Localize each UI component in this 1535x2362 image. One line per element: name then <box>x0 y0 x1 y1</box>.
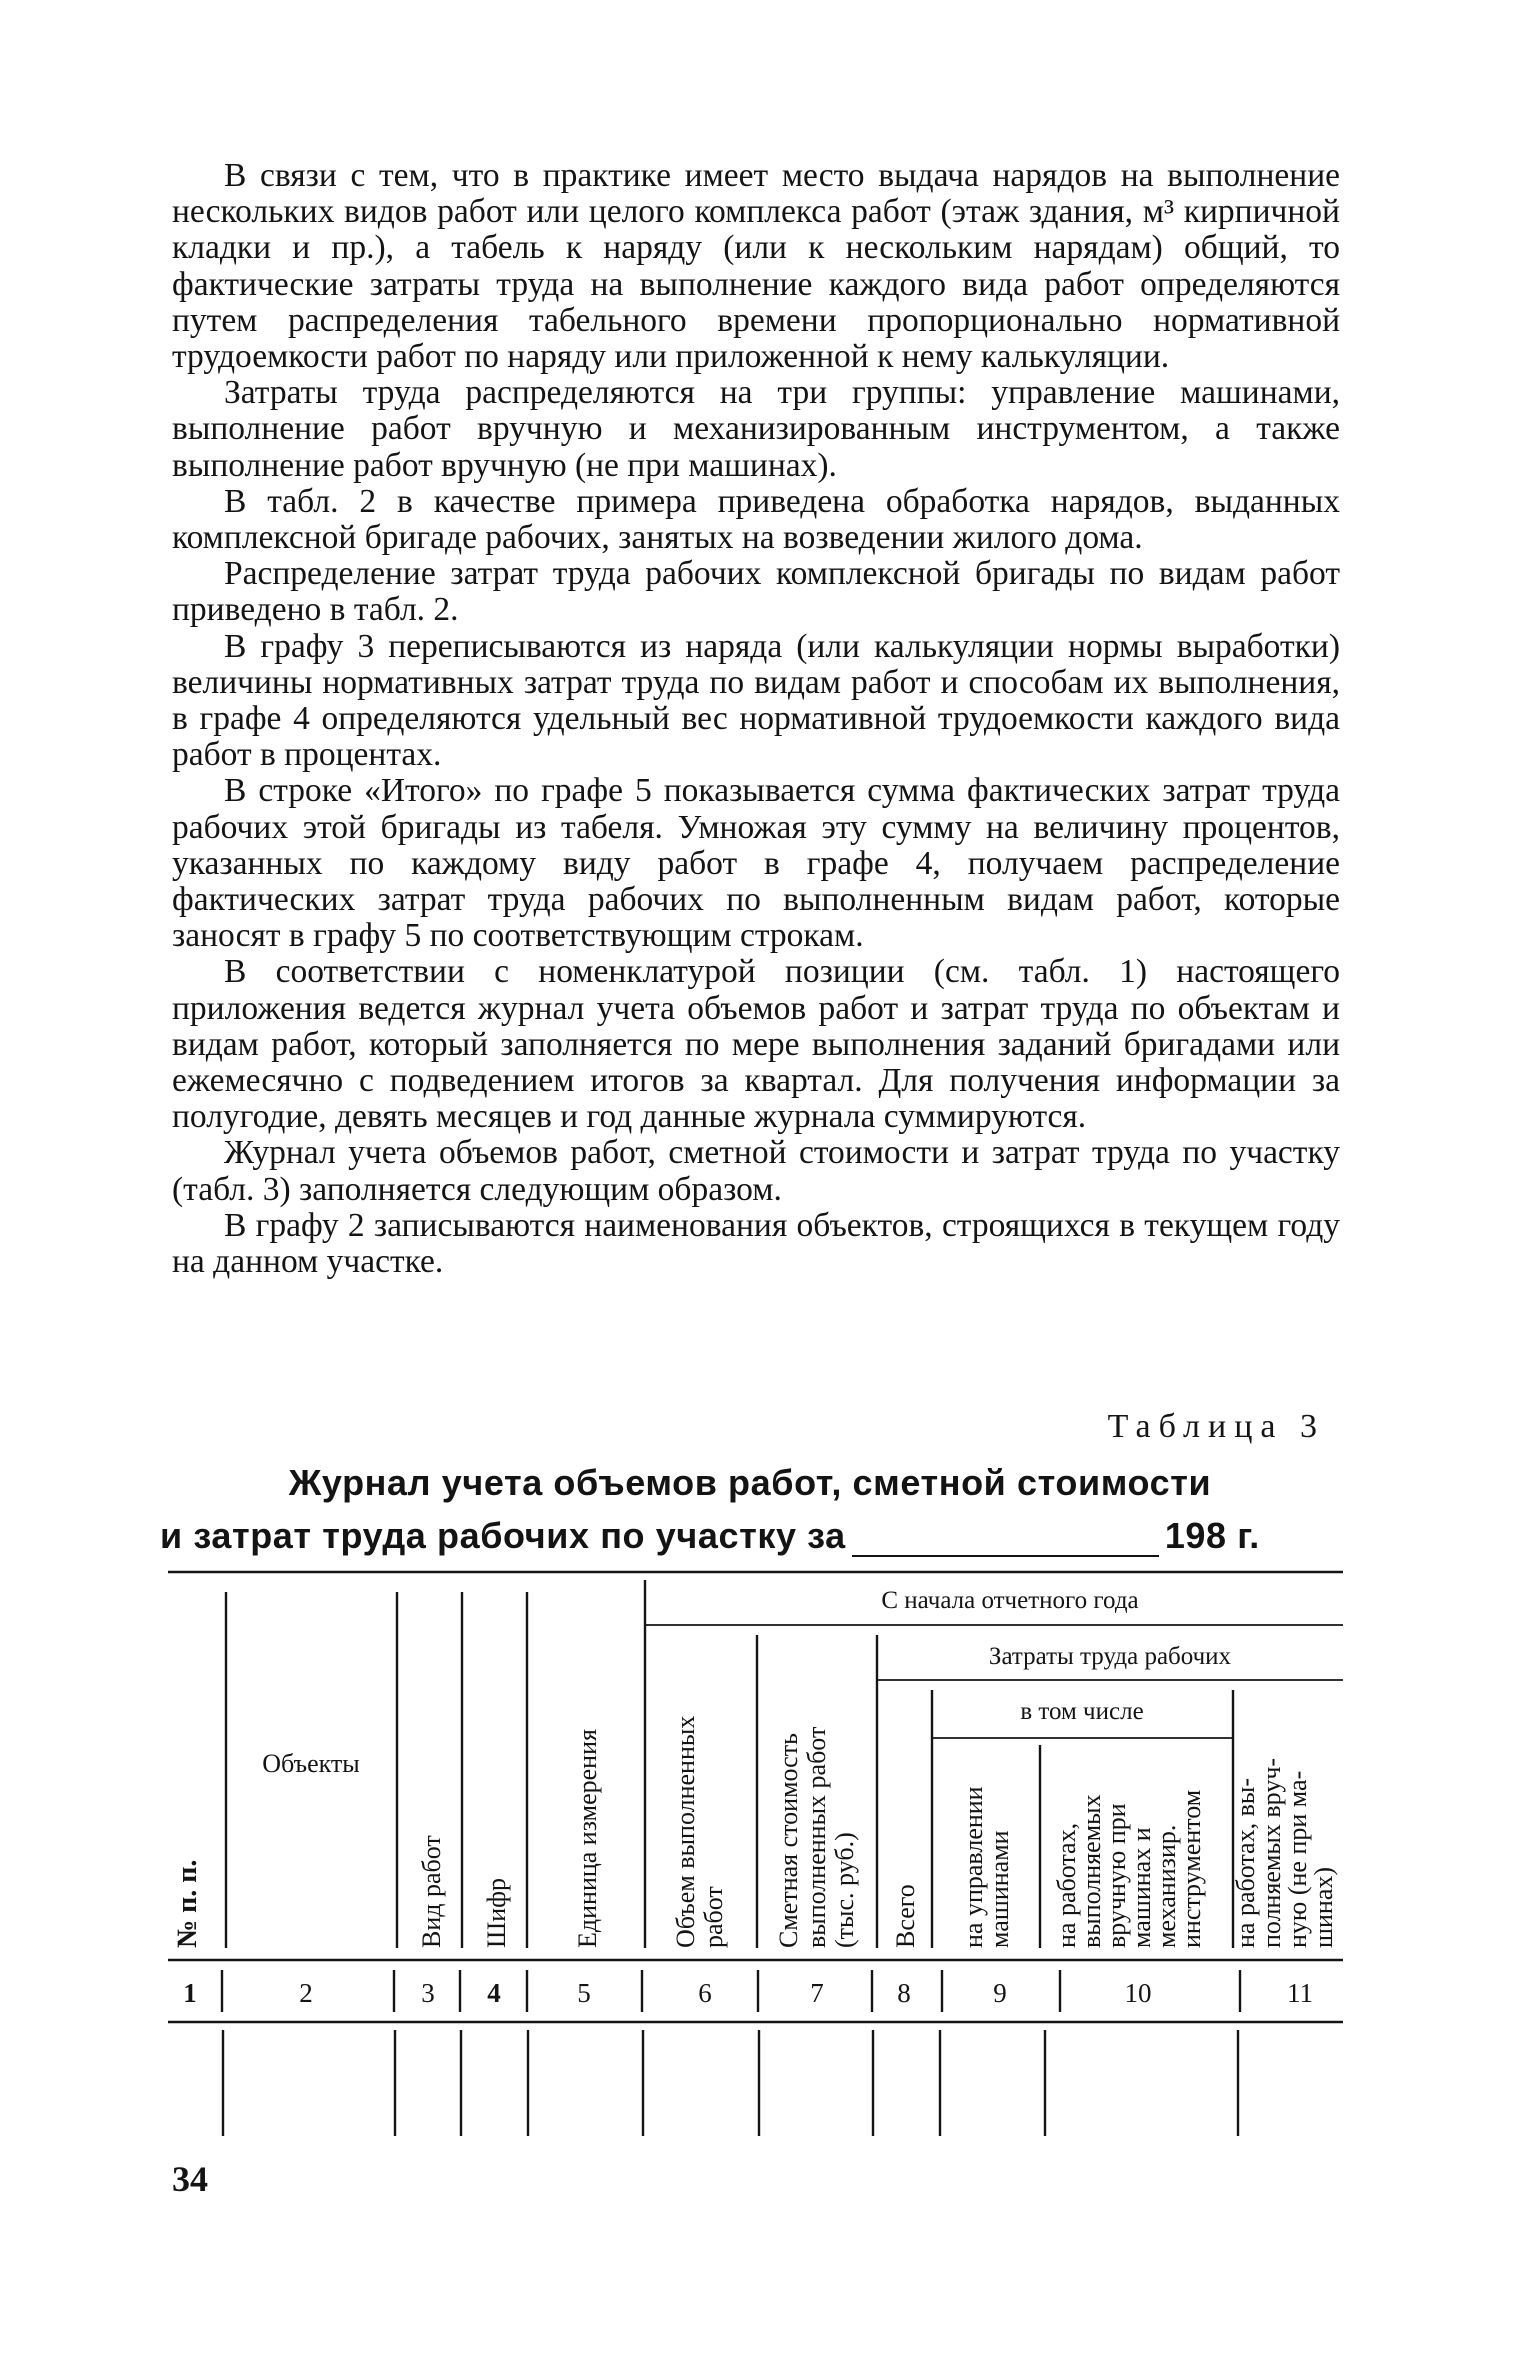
svg-text:машинами: машинами <box>985 1830 1014 1948</box>
col-num-5: 5 <box>577 1978 591 2008</box>
paragraph-4: Распределение затрат труда рабочих комплексной бригады по видам работ приведено в табл. 2. <box>172 555 1340 629</box>
svg-text:машинах и: машинах и <box>1127 1827 1156 1948</box>
svg-text:выполненных работ: выполненных работ <box>802 1726 831 1948</box>
header-col-9 <box>959 1786 1014 1948</box>
table-label: Таблица 3 <box>1107 1408 1325 1445</box>
col-num-2: 2 <box>299 1978 313 2008</box>
page-number: 34 <box>172 2159 208 2199</box>
col-num-3: 3 <box>421 1978 435 2008</box>
group-header-text: С начала отчетного года <box>881 1587 1139 1614</box>
col-num-10: 10 <box>1124 1978 1152 2008</box>
svg-text:на управлении: на управлении <box>959 1786 988 1948</box>
table-title-line-1: Журнал учета объемов работ, сметной стоимости <box>288 1462 1212 1503</box>
svg-text:шинах): шинах) <box>1309 1866 1338 1948</box>
paragraph-1: В связи с тем, что в практике имеет место выдача нарядов на выполнение нескольких видов работ или целого комплекса работ (этаж здания, м³ кирпичной кладки и пр.), а табель к наряду (или к нескольким нарядам) общий, то фактические затраты труда на выполнение каждого вида работ определяются путем распределения табельного времени пропорционально нормативной трудоемкости работ по наряду или приложенной к нему калькуляции. <box>172 157 1340 376</box>
svg-text:Шифр: Шифр <box>482 1878 511 1948</box>
svg-text:№ п. п.: № п. п. <box>172 1859 203 1948</box>
svg-text:работ: работ <box>699 1886 728 1948</box>
paragraph-9: В графу 2 записываются наименования объектов, строящихся в текущем году на данном участке. <box>172 1206 1340 1281</box>
header-col-1 <box>172 1860 203 1948</box>
svg-text:инструментом: инструментом <box>1177 1789 1206 1948</box>
header-col-6 <box>671 1716 728 1948</box>
col-num-1: 1 <box>183 1978 197 2008</box>
subgroup-header-text: в том числе <box>1020 1698 1144 1725</box>
header-col-8 <box>891 1884 920 1948</box>
col-num-6: 6 <box>698 1978 712 2008</box>
svg-text:(тыс. руб.): (тыс. руб.) <box>830 1832 859 1948</box>
svg-text:на работах, вы-: на работах, вы- <box>1231 1777 1260 1948</box>
col-num-7: 7 <box>810 1978 824 2008</box>
header-col-11 <box>1231 1758 1338 1948</box>
svg-text:Объем выполненных: Объем выполненных <box>671 1715 700 1948</box>
svg-text:ную (не при ма-: ную (не при ма- <box>1283 1770 1312 1948</box>
svg-text:Сметная стоимость: Сметная стоимость <box>774 1733 803 1948</box>
svg-text:полняемых вруч-: полняемых вруч- <box>1257 1757 1286 1948</box>
labor-header-text: Затраты труда рабочих <box>988 1643 1232 1670</box>
paragraph-7: В соответствии с номенклатурой позиции (см. табл. 1) настоящего приложения ведется журнал учета объемов работ и затрат труда по объектам и видам работ, который заполняется по мере выполнения заданий бригадами или ежемесячно с подведением итогов за квартал. Для получения информации за полугодие, девять месяцев и год данные журнала суммируются. <box>172 953 1340 1136</box>
table-title-prefix: и затрат труда рабочих по участку за <box>160 1515 846 1556</box>
paragraph-8: Журнал учета объемов работ, сметной стоимости и затрат труда по участку (табл. 3) заполняется следующим образом. <box>172 1134 1340 1208</box>
header-col-7 <box>774 1727 859 1948</box>
paragraph-3: В табл. 2 в качестве примера приведена обработка нарядов, выданных комплексной бригаде рабочих, занятых на возведении жилого дома. <box>172 482 1340 557</box>
objects-header-text: Объекты <box>262 1749 360 1778</box>
svg-text:механизир.: механизир. <box>1152 1824 1181 1948</box>
svg-text:на работах,: на работах, <box>1052 1822 1081 1948</box>
svg-text:выполняемых: выполняемых <box>1077 1794 1106 1948</box>
paragraph-5: В графу 3 переписываются из наряда (или калькуляции нормы выработки) величины нормативных затрат труда по видам работ и способам их выполнения, в графе 4 определяются удельный вес нормативной трудоемкости каждого вида работ в процентах. <box>172 627 1340 774</box>
svg-text:Вид работ: Вид работ <box>417 1835 446 1948</box>
header-col-4 <box>482 1878 511 1948</box>
col-num-11: 11 <box>1287 1978 1313 2008</box>
header-col-10 <box>1052 1790 1206 1948</box>
svg-text:Единица измерения: Единица измерения <box>573 1729 602 1948</box>
table-title-suffix: 198 г. <box>1164 1515 1260 1556</box>
header-col-3 <box>417 1835 446 1948</box>
col-num-9: 9 <box>993 1978 1007 2008</box>
column-number-row <box>183 1970 1313 2012</box>
svg-text:вручную при: вручную при <box>1102 1803 1131 1948</box>
col-num-4: 4 <box>487 1978 501 2008</box>
empty-body-row <box>223 2030 1238 2136</box>
svg-text:Всего: Всего <box>891 1884 920 1948</box>
header-col-5 <box>573 1729 602 1948</box>
col-num-8: 8 <box>897 1978 911 2008</box>
paragraph-6: В строке «Итого» по графе 5 показывается сумма фактических затрат труда рабочих этой бригады из табеля. Умножая эту сумму на величину процентов, указанных по каждому виду работ в графе 4, получаем распределение фактических затрат труда рабочих по выполненным видам работ, которые заносят в графу 5 по соответствующим строкам. <box>172 772 1340 955</box>
paragraph-2: Затраты труда распределяются на три группы: управление машинами, выполнение работ вручную и механизированным инструментом, а также выполнение работ вручную (не при машинах). <box>172 374 1340 484</box>
